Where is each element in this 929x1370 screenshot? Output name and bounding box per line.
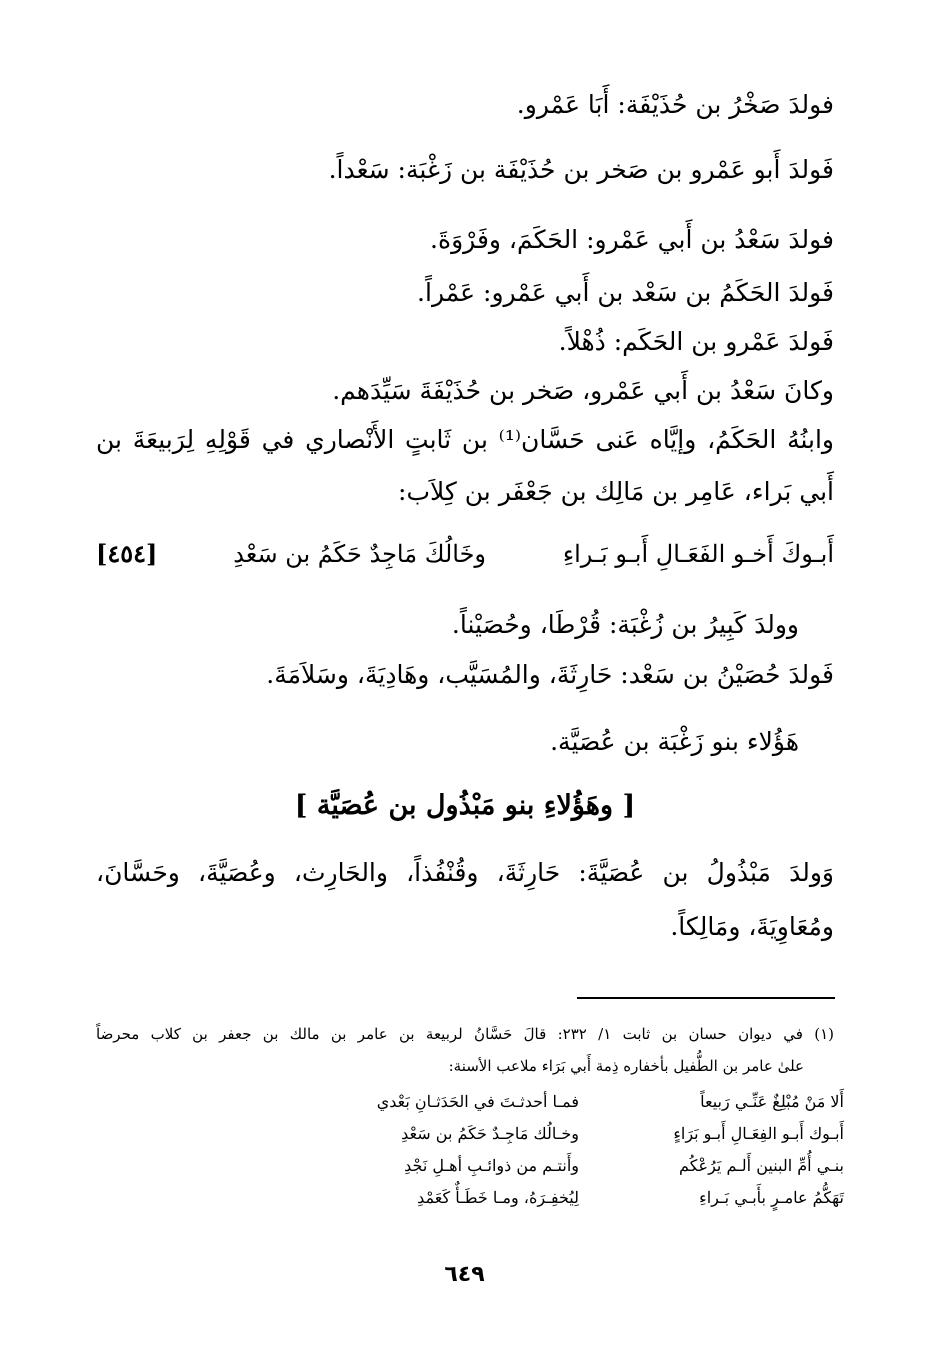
- poem-row: [284, 1188, 844, 1218]
- verse-hemistich-2: وخَالُكَ مَاجِدٌ حَكَمُ بن سَعْدِ: [233, 540, 486, 568]
- text-line: وابنُهُ الحَكَمُ، وإيَّاه عَنى حَسَّان⁽¹⁾ بن ثَابتٍ الأَنْصاري في قَوْلِهِ لِرَبيعَةَ بن: [96, 425, 834, 454]
- poem-hemistich: وخـالُك مَاجِـدٌ حَكَمُ بن سَعْدِ: [401, 1124, 579, 1143]
- page-number: ٦٤٩: [444, 1262, 485, 1287]
- poem-row: [284, 1124, 844, 1154]
- section-heading: [ وهَؤُلاءِ بنو مَبْذُول بن عُصَيَّة ]: [294, 790, 636, 821]
- text-line: وَولدَ مَبْذُولُ بن عُصَيَّةَ: حَارِثَةَ، وقُنْفُذاً، والحَارِث، وعُصَيَّةَ، وحَسَّانَ،: [96, 858, 834, 887]
- poem-hemistich: أَبـوك أَبـو الفِعَـالِ أَبـو بَرَاءٍ: [673, 1124, 844, 1143]
- poem-row: [284, 1156, 844, 1186]
- text-line: فولدَ صَخْرُ بن حُذَيْفَة: أَبَا عَمْرو.: [516, 90, 834, 119]
- text-line: فولدَ سَعْدُ بن أَبي عَمْرو: الحَكَمَ، وفَرْوَةَ.: [430, 225, 834, 254]
- text-line: فَولدَ الحَكَمُ بن سَعْد بن أَبي عَمْرو: عَمْراً.: [417, 278, 834, 307]
- text-line: فَولدَ عَمْرو بن الحَكَم: ذُهْلاً.: [558, 327, 834, 356]
- poem-hemistich: بنـي أُمِّ البنين أَلـم يَرُعْكُم: [679, 1156, 844, 1175]
- text-line: وولدَ كَبِيرُ بن زُغْبَة: قُرْطَا، وحُصَيْناً.: [451, 610, 799, 639]
- verse-hemistich-1: أَبـوكَ أَخـو الفَعَـالِ أَبـو بَـراءِ: [562, 540, 834, 568]
- footnote-line: (١) في ديوان حسان بن ثابت ١/ ٢٣٢: قالَ حَسَّانُ لربيعة بن عامر بن مالك بن جعفر بن كلاب محرضاً: [96, 1025, 834, 1043]
- poem-hemistich: أَلا مَنْ مُبْلِغٌ عَنِّـي رَبيعاً: [700, 1092, 844, 1111]
- poem-hemistich: وأَنتـم من ذوائـبِ أهـلِ نَجْدِ: [404, 1156, 579, 1175]
- footnote-line: علىٰ عامر بن الطُّفيل بأخفاره ذِمة أَبي بَرَاء ملاعب الأسنة:: [448, 1057, 804, 1075]
- text-line: هَؤُلاء بنو زَغْبَة بن عُصَيَّة.: [550, 727, 799, 756]
- text-line: فَولدَ أَبو عَمْرو بن صَخر بن حُذَيْفَة بن زَغْبَة: سَعْداً.: [328, 155, 834, 184]
- text-line: أَبي بَراء، عَامِر بن مَالِك بن جَعْفَر بن كِلاَب:: [398, 477, 834, 506]
- poem-hemistich: فمـا أحدثـتَ في الحَدَثـانِ بَعْدي: [376, 1092, 579, 1111]
- poem-row: [284, 1092, 844, 1122]
- poem-hemistich: تَهَكُّمُ عامـرٍ بأَبـي بَـراءِ: [699, 1188, 844, 1207]
- text-line: وكانَ سَعْدُ بن أَبي عَمْرو، صَخر بن حُذَيْفَةَ سَيِّدَهم.: [332, 376, 834, 405]
- text-line: فَولدَ حُصَيْنُ بن سَعْد: حَارِثَةَ، والمُسَيَّب، وهَادِيَةَ، وسَلاَمَةَ.: [266, 660, 834, 689]
- poem-hemistich: لِيُخفِـرَهُ، ومـا خَطَـأٌ كَعَمْدِ: [417, 1188, 579, 1207]
- footnote-separator: [577, 997, 835, 999]
- text-line: ومُعَاوِيَةَ، ومَالِكاً.: [670, 912, 834, 941]
- bracket-reference: [٤٥٤]: [96, 539, 158, 568]
